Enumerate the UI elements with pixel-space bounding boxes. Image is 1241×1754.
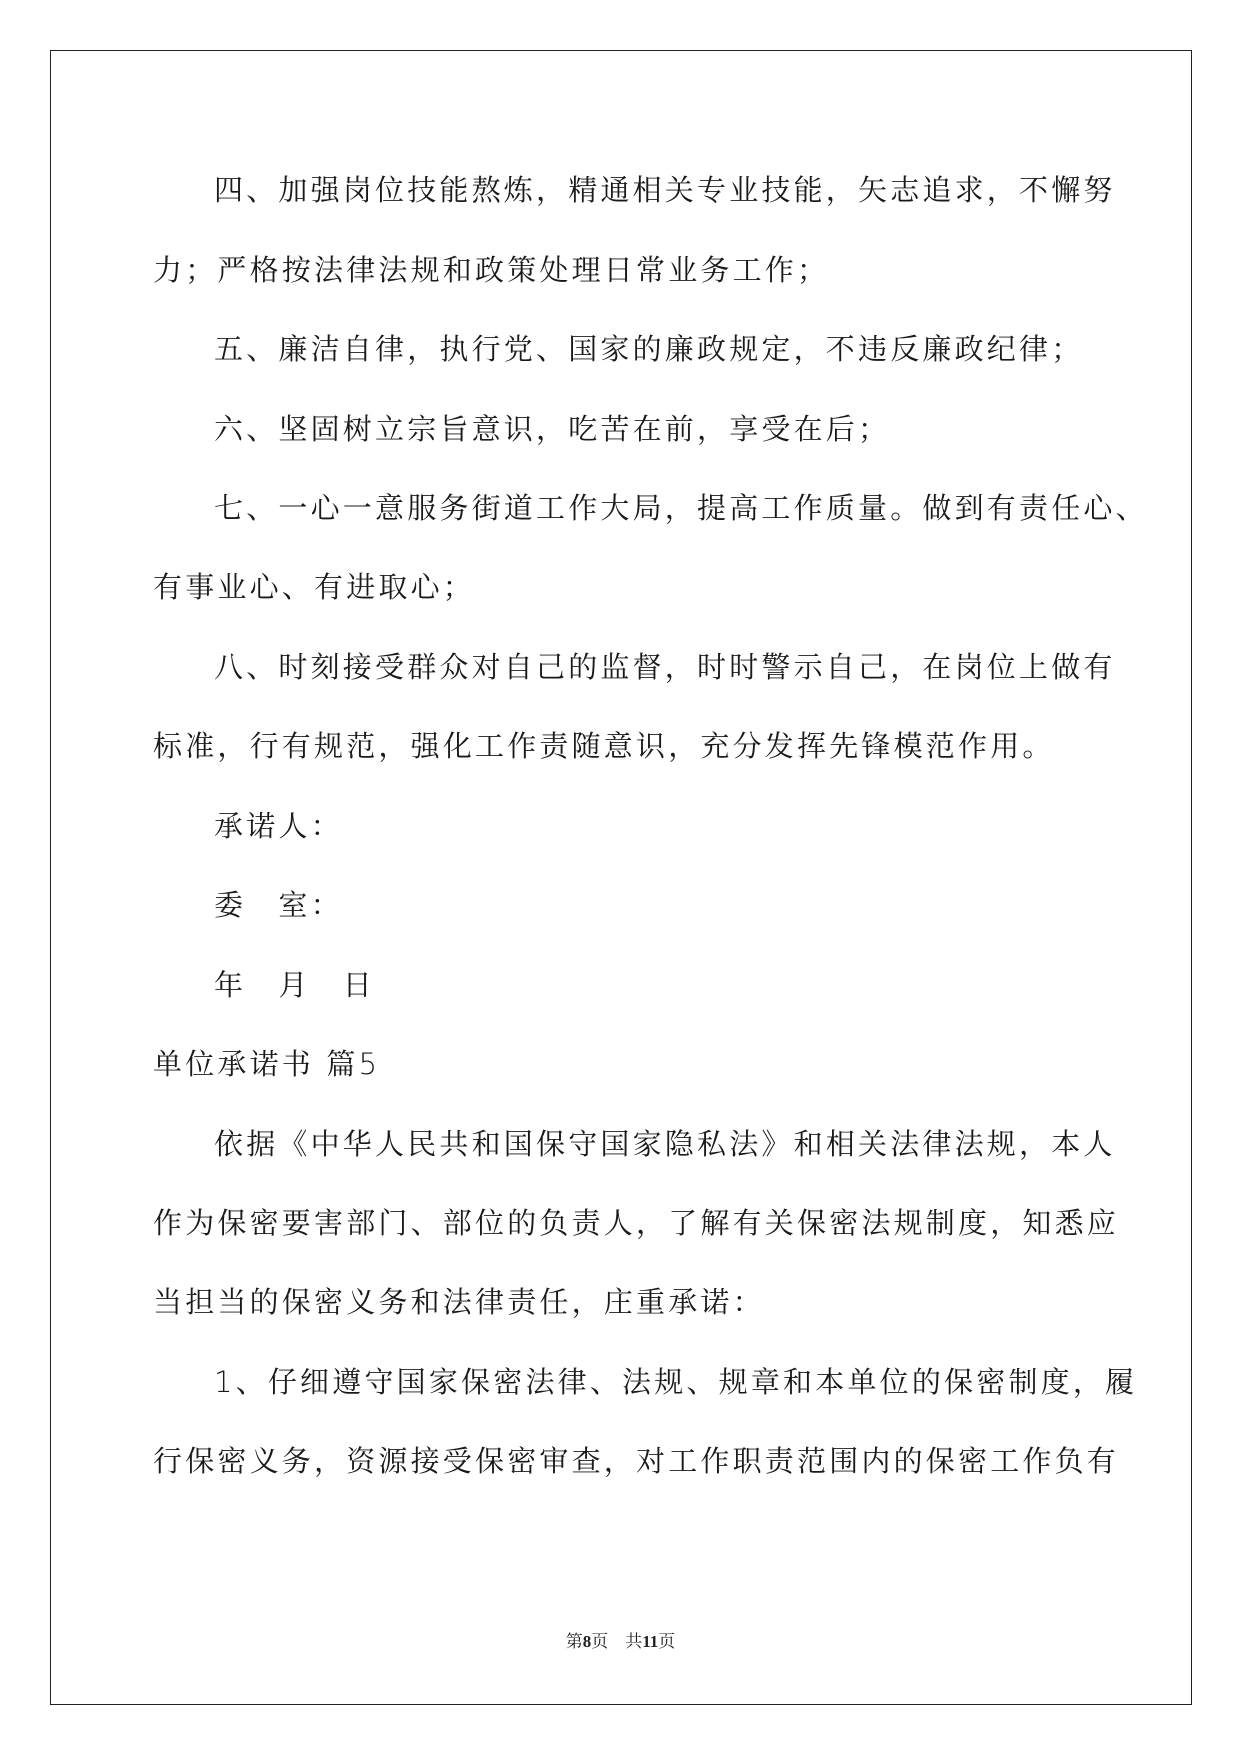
paragraph-line: 1、仔细遵守国家保密法律、法规、规章和本单位的保密制度，履 <box>214 1365 1138 1399</box>
paragraph-line: 四、加强岗位技能熬炼，精通相关专业技能，矢志追求，不懈努 <box>214 173 1116 207</box>
paragraph-line: 力；严格按法律法规和政策处理日常业务工作； <box>153 253 830 287</box>
signatory-label: 承诺人： <box>214 809 343 843</box>
paragraph-line: 标准，行有规范，强化工作责随意识，充分发挥先锋模范作用。 <box>153 729 1055 763</box>
paragraph-line: 五、廉洁自律，执行党、国家的廉政规定，不违反廉政纪律； <box>214 332 1084 366</box>
footer-suffix: 页 <box>658 1632 676 1651</box>
footer-prefix: 第 <box>565 1632 583 1651</box>
paragraph-line: 行保密义务，资源接受保密审查，对工作职责范围内的保密工作负有 <box>153 1444 1120 1478</box>
section-heading: 单位承诺书 篇5 <box>153 1047 381 1081</box>
paragraph-line: 有事业心、有进取心； <box>153 570 476 604</box>
paragraph-line: 六、坚固树立宗旨意识，吃苦在前，享受在后； <box>214 412 891 446</box>
paragraph-line: 八、时刻接受群众对自己的监督，时时警示自己，在岗位上做有 <box>214 650 1116 684</box>
paragraph-line: 依据《中华人民共和国保守国家隐私法》和相关法律法规，本人 <box>214 1127 1116 1161</box>
date-label: 年 月 日 <box>214 968 376 1002</box>
paragraph-line: 作为保密要害部门、部位的负责人，了解有关保密法规制度，知悉应 <box>153 1206 1120 1240</box>
page-number: 8 <box>582 1632 592 1651</box>
paragraph-line: 当担当的保密义务和法律责任，庄重承诺： <box>153 1285 765 1319</box>
footer-mid: 页 共 <box>591 1632 643 1651</box>
page-total: 11 <box>642 1632 659 1651</box>
paragraph-line: 七、一心一意服务街道工作大局，提高工作质量。做到有责任心、 <box>214 491 1148 525</box>
committee-label: 委 室： <box>214 888 343 922</box>
page-footer <box>0 1630 1241 1654</box>
